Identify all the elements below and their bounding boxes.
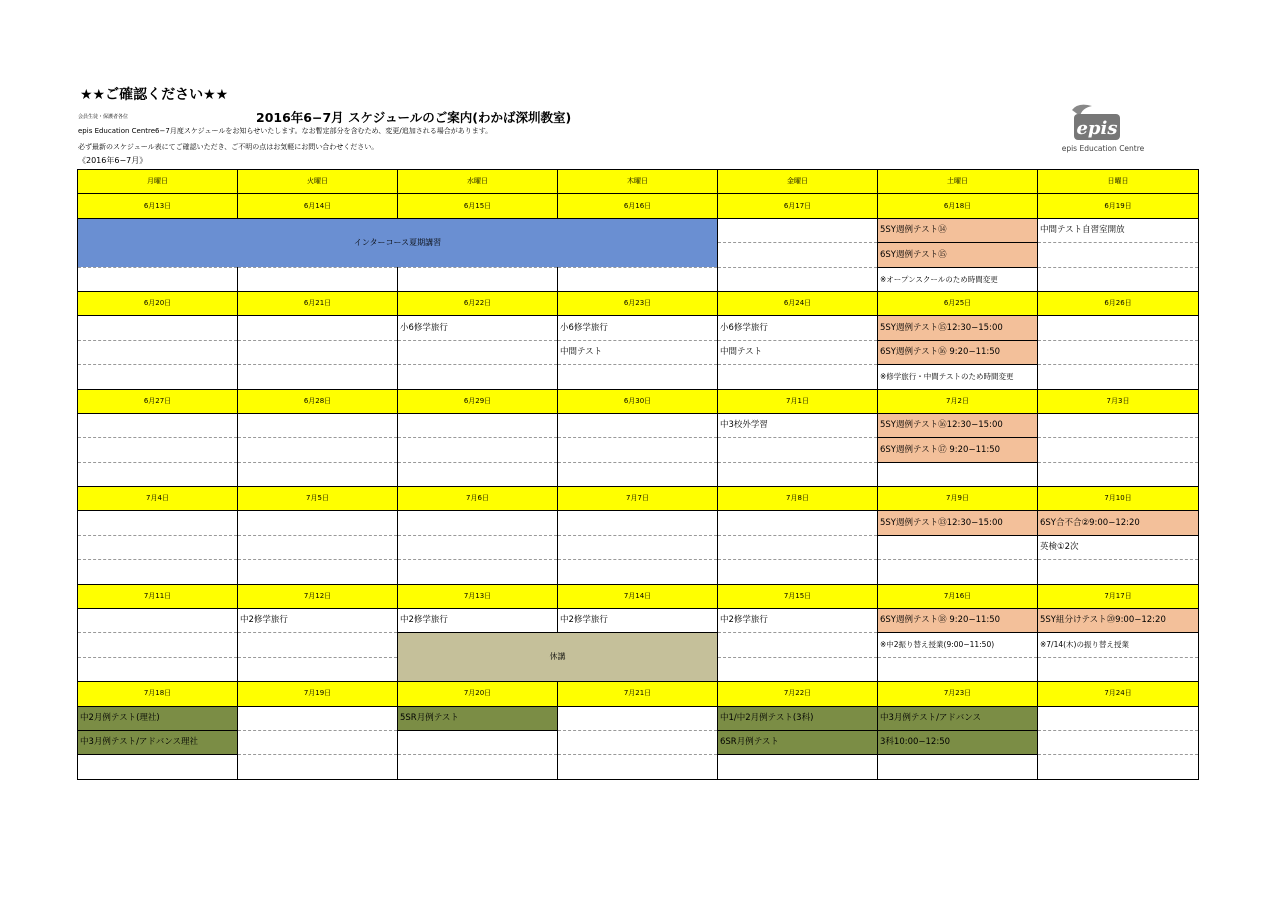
- event-cell: [398, 511, 558, 535]
- weekday-tue: 火曜日: [238, 170, 398, 194]
- event-cell: 5SY組分けテスト⑳9:00−12:20: [1038, 609, 1199, 633]
- event-cell: [78, 609, 238, 633]
- event-cell: [238, 633, 398, 657]
- event-cell: [238, 657, 398, 681]
- event-cell: [78, 755, 238, 779]
- event-cell: [238, 560, 398, 584]
- event-cell: [718, 243, 878, 267]
- weekday-header-row: [78, 170, 1199, 194]
- event-note: ※修学旅行・中間テストのため時間変更: [878, 365, 1038, 389]
- date-cell: 7月24日: [1038, 682, 1199, 706]
- date-cell: 6月17日: [718, 194, 878, 218]
- event-cell: [398, 365, 558, 389]
- event-cell: [398, 438, 558, 462]
- event-cell: [558, 267, 718, 291]
- date-cell: 6月22日: [398, 291, 558, 315]
- date-row: [78, 389, 1199, 413]
- event-cell: [1038, 413, 1199, 437]
- event-cell: [398, 755, 558, 779]
- event-row: [78, 633, 1199, 657]
- event-cell: [558, 365, 718, 389]
- event-cell: 6SY週例テスト⑯ 9:20−11:50: [878, 340, 1038, 364]
- date-cell: 7月13日: [398, 584, 558, 608]
- event-cell: [1038, 560, 1199, 584]
- date-row: [78, 682, 1199, 706]
- date-cell: 6月16日: [558, 194, 718, 218]
- event-cell: [398, 560, 558, 584]
- event-cell: 5SY週例テスト⑭: [878, 218, 1038, 242]
- date-cell: 6月28日: [238, 389, 398, 413]
- event-cell: [238, 365, 398, 389]
- event-cell: [398, 462, 558, 486]
- event-cell: 小6修学旅行: [398, 316, 558, 340]
- event-cell: [1038, 340, 1199, 364]
- event-cell: 6SY週例テスト⑱ 9:20−11:50: [878, 609, 1038, 633]
- notice-line-1: epis Education Centre6−7月度スケジュールをお知らせいたします。なお暫定部分を含むため、変更/追加される場合があります。: [78, 127, 493, 135]
- event-cell: [558, 462, 718, 486]
- event-cell: [78, 438, 238, 462]
- event-cell: [878, 535, 1038, 559]
- event-cell: 6SY週例テスト⑰ 9:20−11:50: [878, 438, 1038, 462]
- weekday-sat: 土曜日: [878, 170, 1038, 194]
- event-row: [78, 706, 1199, 730]
- date-cell: 7月17日: [1038, 584, 1199, 608]
- event-cell: 中1/中2月例テスト(3科): [718, 706, 878, 730]
- event-row: [78, 316, 1199, 340]
- event-cell: [558, 706, 718, 730]
- event-cell: [878, 462, 1038, 486]
- event-cell: [718, 633, 878, 657]
- event-cell: [78, 365, 238, 389]
- event-cell: [398, 413, 558, 437]
- event-cell: [558, 413, 718, 437]
- event-cell: 6SY合不合②9:00−12:20: [1038, 511, 1199, 535]
- event-cell: [238, 438, 398, 462]
- event-cell: 5SY週例テスト⑮12:30−15:00: [878, 316, 1038, 340]
- event-cell: [1038, 462, 1199, 486]
- event-cell: [398, 535, 558, 559]
- event-cell: [558, 730, 718, 754]
- date-row: [78, 194, 1199, 218]
- date-cell: 6月24日: [718, 291, 878, 315]
- event-cell: [238, 755, 398, 779]
- event-cell: [78, 560, 238, 584]
- event-row: [78, 755, 1199, 779]
- weekday-sun: 日曜日: [1038, 170, 1199, 194]
- event-cell: 中2修学旅行: [398, 609, 558, 633]
- weekday-mon: 月曜日: [78, 170, 238, 194]
- date-cell: 6月19日: [1038, 194, 1199, 218]
- event-cell: [558, 511, 718, 535]
- event-cell: 中間テスト: [718, 340, 878, 364]
- date-cell: 6月21日: [238, 291, 398, 315]
- logo-text: epis Education Centre: [1061, 144, 1145, 153]
- recipients-note: 会員生徒・保護者各位: [78, 114, 129, 120]
- event-cell: [1038, 755, 1199, 779]
- event-cell: 中2月例テスト(理社): [78, 706, 238, 730]
- date-cell: 7月12日: [238, 584, 398, 608]
- event-row: [78, 438, 1199, 462]
- event-cell: 中3校外学習: [718, 413, 878, 437]
- event-cell: [718, 535, 878, 559]
- weekday-fri: 金曜日: [718, 170, 878, 194]
- event-cell: [718, 267, 878, 291]
- event-cell: [718, 657, 878, 681]
- event-cell: [558, 438, 718, 462]
- event-cell: [558, 535, 718, 559]
- event-row: [78, 535, 1199, 559]
- page-title: 2016年6−7月 スケジュールのご案内(わかば深圳教室): [256, 110, 572, 125]
- date-cell: 7月6日: [398, 487, 558, 511]
- event-cell: [238, 267, 398, 291]
- date-cell: 7月3日: [1038, 389, 1199, 413]
- event-cell: 6SR月例テスト: [718, 730, 878, 754]
- date-cell: 7月18日: [78, 682, 238, 706]
- event-cell: [1038, 730, 1199, 754]
- event-cell: [1038, 267, 1199, 291]
- event-cell: 3科10:00−12:50: [878, 730, 1038, 754]
- event-row: [78, 730, 1199, 754]
- event-cell: [558, 560, 718, 584]
- event-row: [78, 560, 1199, 584]
- weekday-thu: 木曜日: [558, 170, 718, 194]
- event-cell: 中間テスト自習室開放: [1038, 218, 1199, 242]
- event-cell: [878, 560, 1038, 584]
- event-cell: [238, 413, 398, 437]
- event-cell: 中3月例テスト/アドバンス理社: [78, 730, 238, 754]
- confirm-heading: ★★ご確認ください★★: [80, 87, 229, 103]
- event-note: ※7/14(木)の振り替え授業: [1038, 633, 1199, 657]
- event-cell: 5SY週例テスト⑬12:30−15:00: [878, 511, 1038, 535]
- date-cell: 6月27日: [78, 389, 238, 413]
- schedule-table: [77, 169, 1199, 780]
- date-cell: 7月23日: [878, 682, 1038, 706]
- date-cell: 7月10日: [1038, 487, 1199, 511]
- epis-logo-mark: [1048, 100, 1158, 144]
- event-cell: [398, 267, 558, 291]
- event-cell: [238, 462, 398, 486]
- event-row: [78, 365, 1199, 389]
- event-cell: 5SR月例テスト: [398, 706, 558, 730]
- date-cell: 7月21日: [558, 682, 718, 706]
- event-cell: [78, 511, 238, 535]
- event-cell: 英検①2次: [1038, 535, 1199, 559]
- event-cell: 小6修学旅行: [718, 316, 878, 340]
- period-label: 《2016年6−7月》: [78, 156, 148, 165]
- event-row: [78, 609, 1199, 633]
- date-cell: 6月29日: [398, 389, 558, 413]
- event-cell: [718, 462, 878, 486]
- event-note: ※中2振り替え授業(9:00−11:50): [878, 633, 1038, 657]
- event-cell: [1038, 706, 1199, 730]
- date-cell: 7月7日: [558, 487, 718, 511]
- event-cell: [78, 267, 238, 291]
- date-cell: 7月2日: [878, 389, 1038, 413]
- date-cell: 7月1日: [718, 389, 878, 413]
- event-cell: [1038, 243, 1199, 267]
- date-cell: 7月15日: [718, 584, 878, 608]
- date-cell: 7月19日: [238, 682, 398, 706]
- event-cell: [718, 755, 878, 779]
- event-cell: [1038, 438, 1199, 462]
- event-note: ※オープンスクールのため時間変更: [878, 267, 1038, 291]
- date-cell: 6月26日: [1038, 291, 1199, 315]
- event-row: [78, 218, 1199, 242]
- event-cell: [718, 560, 878, 584]
- date-cell: 7月14日: [558, 584, 718, 608]
- event-cell: [878, 755, 1038, 779]
- event-cell: [238, 511, 398, 535]
- date-cell: 7月9日: [878, 487, 1038, 511]
- event-row: [78, 413, 1199, 437]
- event-cell: [78, 657, 238, 681]
- event-cell: 中間テスト: [558, 340, 718, 364]
- date-cell: 7月16日: [878, 584, 1038, 608]
- date-cell: 6月25日: [878, 291, 1038, 315]
- svg-text:epis: epis: [1076, 118, 1118, 139]
- date-cell: 6月15日: [398, 194, 558, 218]
- event-cell: [718, 438, 878, 462]
- event-cell: [1038, 365, 1199, 389]
- event-row: [78, 462, 1199, 486]
- date-cell: 7月8日: [718, 487, 878, 511]
- event-cell: [78, 413, 238, 437]
- event-cell: 小6修学旅行: [558, 316, 718, 340]
- event-cell: [398, 340, 558, 364]
- event-cell: 中3月例テスト/アドバンス: [878, 706, 1038, 730]
- event-cell: 中2修学旅行: [718, 609, 878, 633]
- event-row: [78, 267, 1199, 291]
- event-cell: [878, 657, 1038, 681]
- date-cell: 7月20日: [398, 682, 558, 706]
- event-cell: [238, 535, 398, 559]
- event-row: [78, 511, 1199, 535]
- date-cell: 7月5日: [238, 487, 398, 511]
- event-cell: [718, 511, 878, 535]
- event-cell: 6SY週例テスト⑮: [878, 243, 1038, 267]
- date-row: [78, 291, 1199, 315]
- date-cell: 6月14日: [238, 194, 398, 218]
- date-cell: 6月23日: [558, 291, 718, 315]
- event-cell: 5SY週例テスト⑯12:30−15:00: [878, 413, 1038, 437]
- date-cell: 7月11日: [78, 584, 238, 608]
- event-cell: [558, 755, 718, 779]
- event-cell: [718, 365, 878, 389]
- notice-line-2: 必ず最新のスケジュール表にてご確認いただき、ご不明の点はお気軽にお問い合わせください。: [78, 143, 379, 151]
- event-row: [78, 340, 1199, 364]
- event-cell: [1038, 657, 1199, 681]
- closed-block: 休講: [398, 633, 718, 682]
- event-cell: [238, 316, 398, 340]
- event-cell: [78, 462, 238, 486]
- event-cell: [1038, 316, 1199, 340]
- event-cell: [238, 340, 398, 364]
- epis-logo: [1048, 100, 1158, 158]
- event-cell: [238, 730, 398, 754]
- date-cell: 7月4日: [78, 487, 238, 511]
- date-cell: 7月22日: [718, 682, 878, 706]
- date-cell: 6月18日: [878, 194, 1038, 218]
- date-row: [78, 584, 1199, 608]
- date-row: [78, 487, 1199, 511]
- event-cell: 中2修学旅行: [238, 609, 398, 633]
- event-cell: [78, 633, 238, 657]
- date-cell: 6月30日: [558, 389, 718, 413]
- inter-course-block: インターコース夏期講習: [78, 218, 718, 267]
- event-cell: [398, 730, 558, 754]
- event-cell: [238, 706, 398, 730]
- date-cell: 6月20日: [78, 291, 238, 315]
- event-cell: [718, 218, 878, 242]
- event-cell: [78, 535, 238, 559]
- event-cell: [78, 340, 238, 364]
- event-cell: 中2修学旅行: [558, 609, 718, 633]
- date-cell: 6月13日: [78, 194, 238, 218]
- weekday-wed: 水曜日: [398, 170, 558, 194]
- event-cell: [78, 316, 238, 340]
